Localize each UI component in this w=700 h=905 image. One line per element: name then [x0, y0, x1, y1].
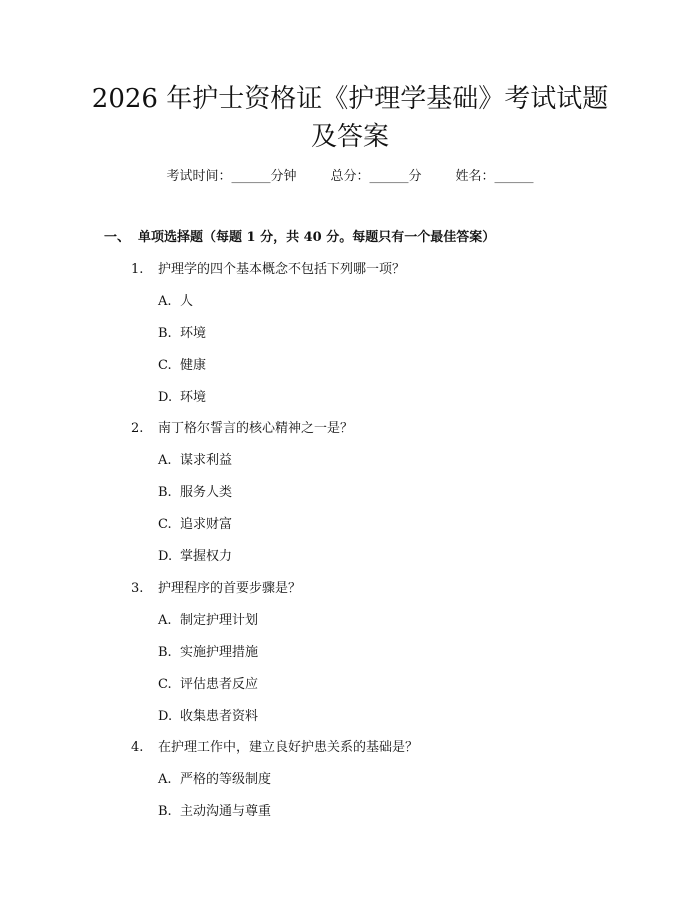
option-letter: C. [158, 677, 172, 692]
title-line-1: 2026 年护士资格证《护理学基础》考试试题 [91, 84, 609, 114]
option-text: 人 [180, 294, 194, 309]
exam-time-field: 考试时间：______分钟 [166, 169, 297, 184]
option-item [158, 356, 206, 376]
option-text: 评估患者反应 [180, 677, 259, 692]
document-title [80, 80, 620, 156]
option-text: 谋求利益 [180, 453, 233, 468]
question-number: 2. [131, 421, 144, 436]
option-item [158, 388, 206, 408]
option-letter: C. [158, 517, 172, 532]
option-item [158, 451, 232, 471]
section-title: 单项选择题（每题 1 分，共 40 分。每题只有一个最佳答案） [138, 230, 496, 245]
option-text: 环境 [180, 390, 207, 405]
option-letter: B. [158, 485, 172, 500]
section-heading [104, 228, 495, 248]
question-text: 护理学的四个基本概念不包括下列哪一项？ [158, 262, 406, 277]
question-3 [131, 579, 301, 599]
option-text: 掌握权力 [180, 549, 233, 564]
option-text: 环境 [180, 326, 207, 341]
option-text: 实施护理措施 [180, 645, 259, 660]
option-text: 健康 [180, 358, 207, 373]
question-2 [131, 419, 353, 439]
option-letter: A. [158, 294, 172, 309]
option-letter: D. [158, 390, 173, 405]
option-item [158, 643, 258, 663]
question-text: 南丁格尔誓言的核心精神之一是？ [158, 421, 354, 436]
option-item [158, 611, 258, 631]
option-text: 服务人类 [180, 485, 233, 500]
option-text: 收集患者资料 [180, 709, 259, 724]
section-number: 一、 [104, 230, 131, 245]
option-item [158, 770, 271, 790]
option-item [158, 547, 232, 567]
option-letter: C. [158, 358, 172, 373]
title-line-2: 及答案 [310, 122, 389, 152]
option-text: 追求财富 [180, 517, 233, 532]
option-item [158, 292, 193, 312]
option-item [158, 802, 271, 822]
option-text: 严格的等级制度 [180, 772, 272, 787]
option-item [158, 515, 232, 535]
option-letter: D. [158, 709, 173, 724]
name-field: 姓名：______ [455, 169, 534, 184]
option-letter: D. [158, 549, 173, 564]
question-number: 1. [131, 262, 144, 277]
question-number: 3. [131, 581, 144, 596]
question-text: 护理程序的首要步骤是？ [158, 581, 302, 596]
exam-info-line [0, 167, 700, 187]
total-score-field: 总分：______分 [330, 169, 422, 184]
option-letter: A. [158, 453, 172, 468]
option-text: 主动沟通与尊重 [180, 804, 272, 819]
option-item [158, 324, 206, 344]
option-letter: B. [158, 645, 172, 660]
question-4 [131, 738, 418, 758]
option-letter: A. [158, 772, 172, 787]
question-1 [131, 260, 405, 280]
question-text: 在护理工作中，建立良好护患关系的基础是？ [158, 740, 419, 755]
option-item [158, 707, 258, 727]
option-letter: B. [158, 326, 172, 341]
question-number: 4. [131, 740, 144, 755]
option-item [158, 675, 258, 695]
option-letter: A. [158, 613, 172, 628]
option-item [158, 483, 232, 503]
option-letter: B. [158, 804, 172, 819]
option-text: 制定护理计划 [180, 613, 259, 628]
